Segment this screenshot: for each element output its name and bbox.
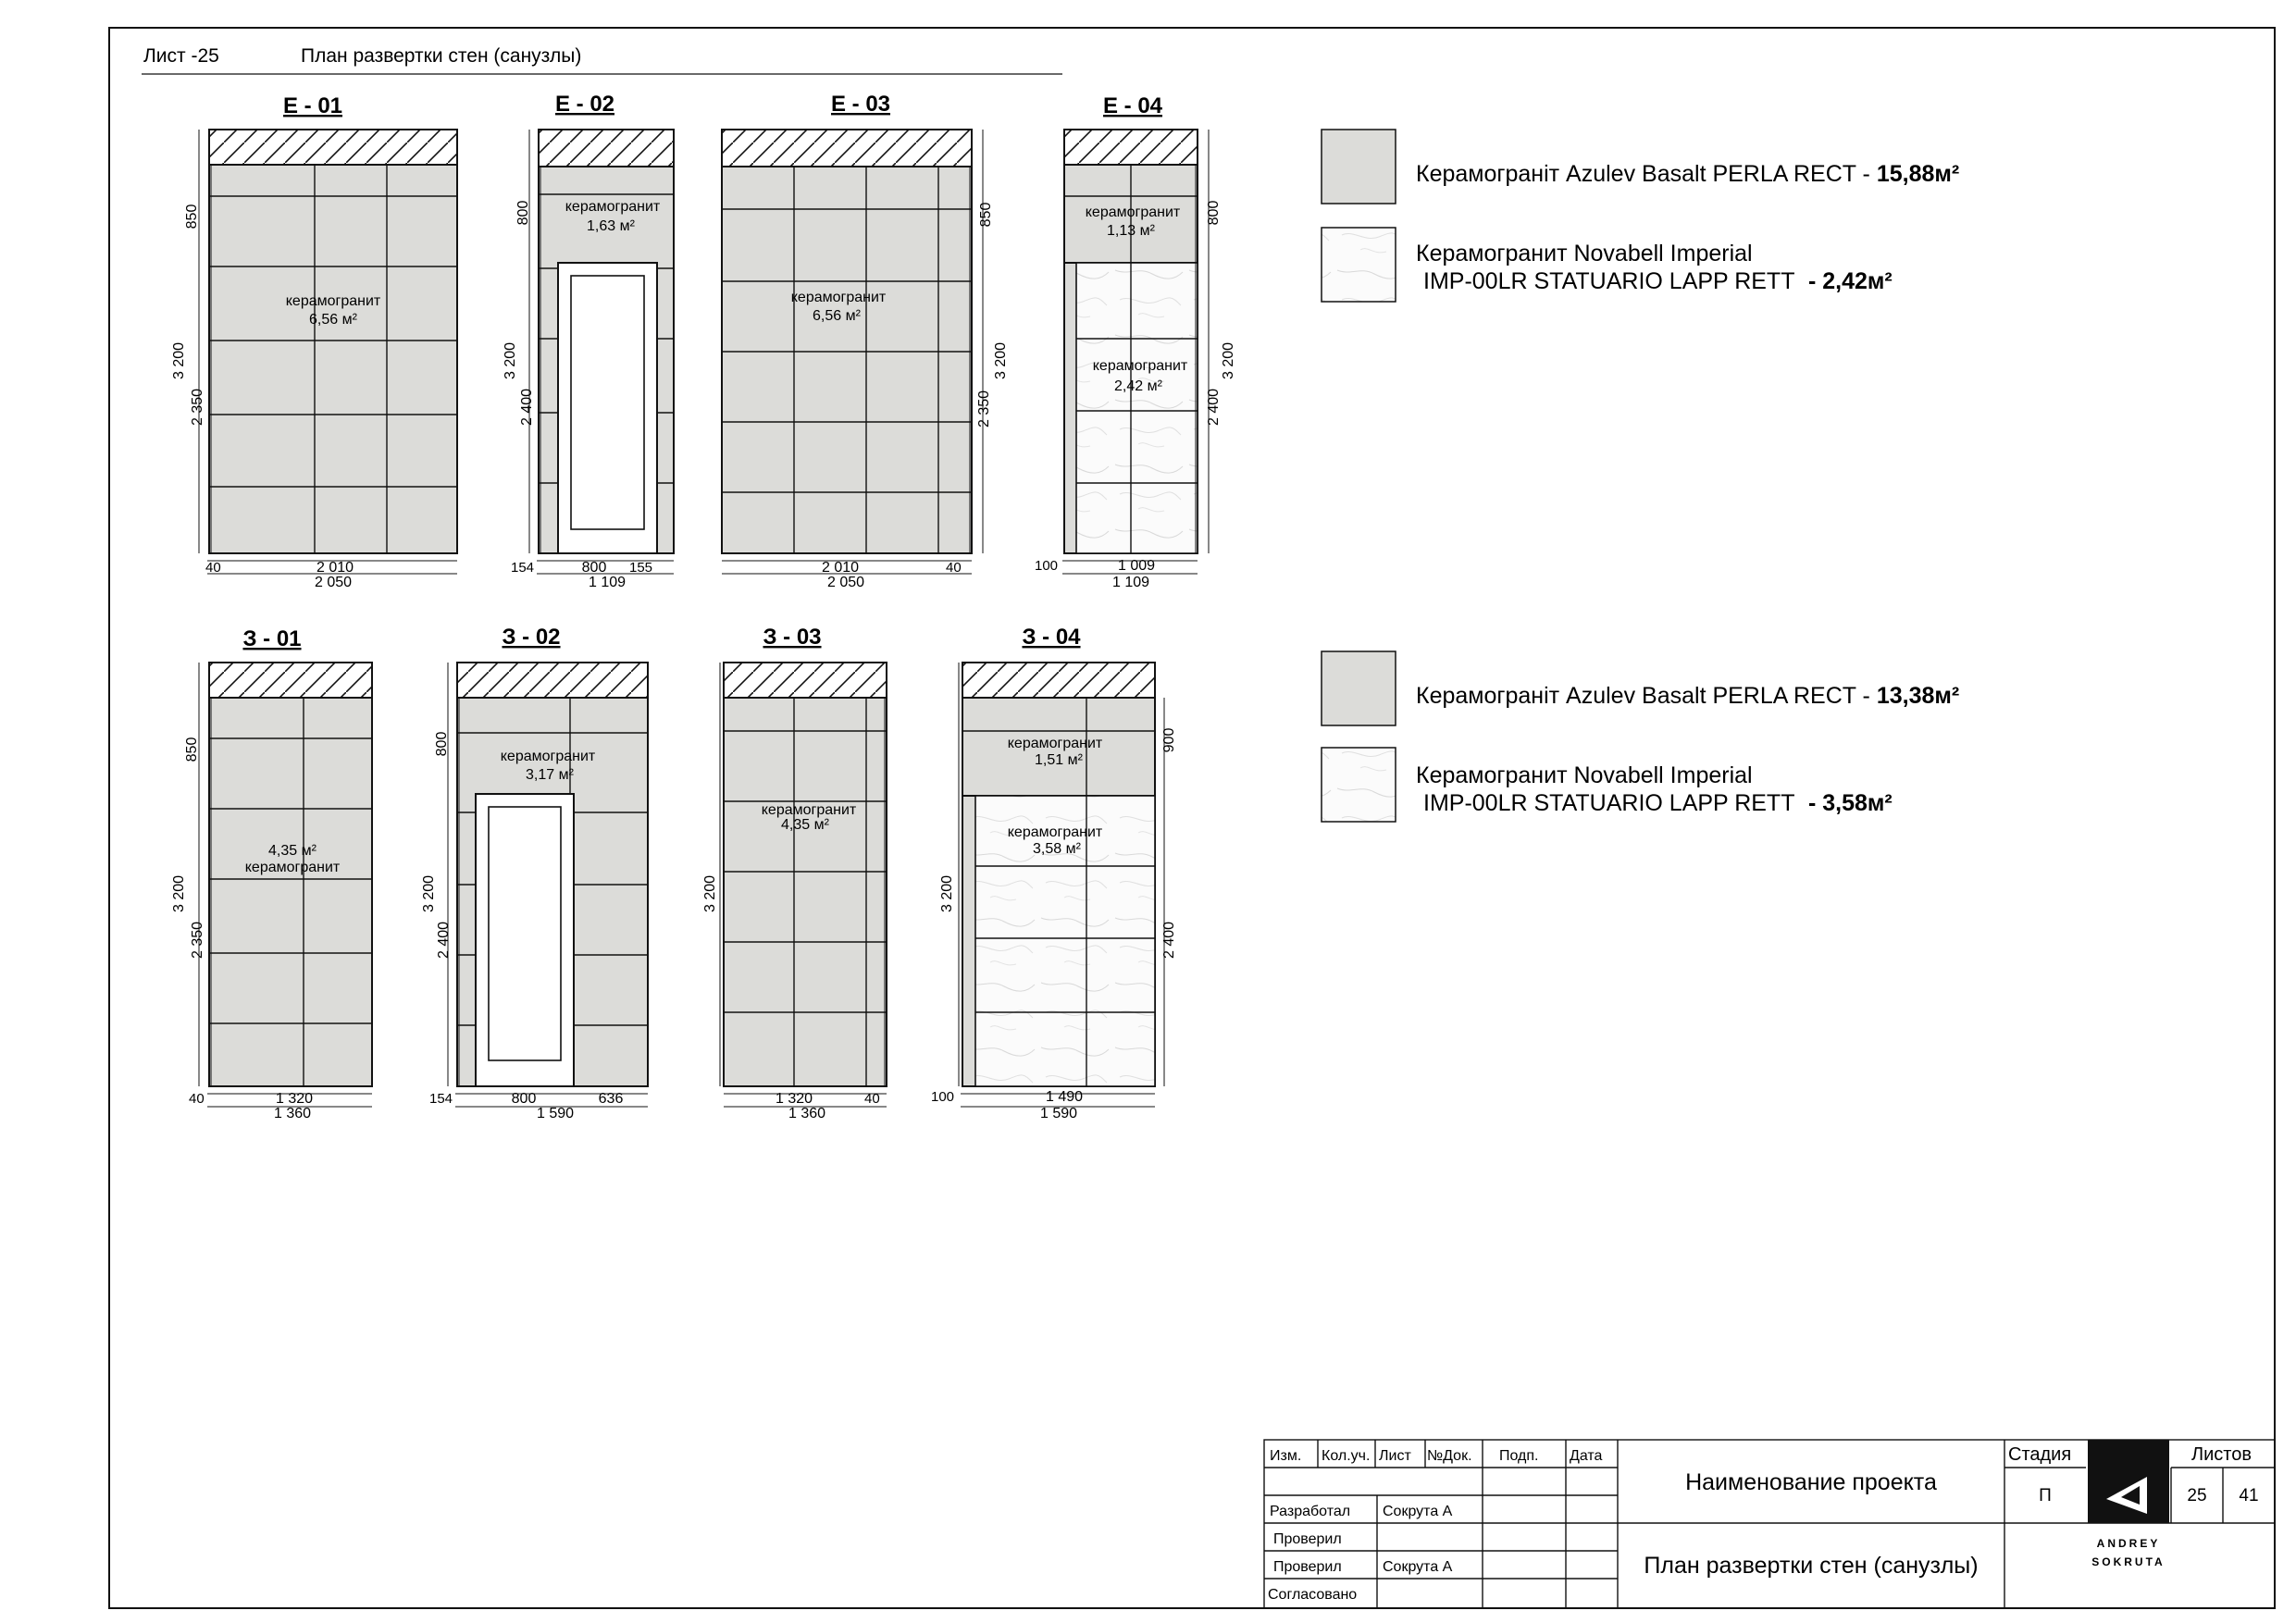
dim-total-height: 3 200	[939, 874, 955, 913]
legend-text: Керамограніт Azulev Basalt PERLA RECT -	[1416, 161, 1877, 187]
tile-name: керамогранит	[500, 749, 596, 764]
dim-right: 636	[598, 1091, 624, 1107]
elevation-z01	[171, 626, 372, 1121]
ceiling-hatch	[1064, 130, 1198, 165]
tile-name: керамогранит	[285, 293, 381, 309]
legend-value: 15,88м²	[1876, 161, 1960, 187]
dim-left: 40	[189, 1091, 205, 1107]
ceiling-hatch	[457, 663, 648, 698]
swatch-statuario	[1322, 228, 1396, 302]
dim-inner-width: 2 010	[821, 560, 860, 576]
dim-inner-width: 1 009	[1117, 558, 1156, 574]
swatch-basalt-perla	[1322, 130, 1396, 204]
tb-name-developer: Сокрута А	[1383, 1504, 1453, 1519]
tile-top-area: 1,13 м²	[1107, 223, 1155, 239]
dim-right: 40	[864, 1091, 880, 1107]
ceiling-hatch	[722, 130, 972, 167]
tile-top-area: 1,51 м²	[1035, 752, 1083, 768]
elevation-label: З - 01	[242, 626, 302, 651]
tile-area-marble	[1076, 263, 1198, 553]
elevation-z04	[931, 625, 1177, 1121]
elevation-e01	[171, 93, 457, 590]
dim-right: 40	[946, 560, 962, 576]
dim-total-width: 1 590	[1039, 1106, 1078, 1121]
dim-total-width: 1 590	[536, 1106, 575, 1121]
legend-statuario-line2: IMP-00LR STATUARIO LAPP RETT	[1423, 790, 1795, 816]
elevation-label: З - 02	[502, 625, 561, 650]
dim-total-width: 2 050	[826, 575, 865, 590]
tb-name-checked-2: Сокрута А	[1383, 1559, 1453, 1575]
tile-name: керамогранит	[790, 290, 887, 305]
legend-statuario-value: - 3,58м²	[1808, 790, 1893, 816]
tile-bottom-name: керамогранит	[1092, 358, 1188, 374]
tile-area-value: 6,56 м²	[813, 308, 861, 324]
tile-area	[209, 165, 457, 553]
tile-bottom-name: керамогранит	[1007, 824, 1103, 840]
dim-total-width: 1 109	[1111, 575, 1150, 590]
elevation-label: Е - 04	[1102, 93, 1163, 118]
tile-area	[722, 167, 972, 553]
elevation-label: З - 04	[1022, 625, 1081, 650]
material-legend-group-1	[1322, 130, 1959, 302]
elevation-e02	[503, 92, 674, 590]
dim-bottom: 2 350	[190, 388, 205, 427]
elevation-z03	[702, 625, 887, 1121]
elevation-label: Е - 01	[282, 93, 343, 118]
tile-area-value: 4,35 м²	[268, 843, 316, 859]
sheet-title: План развертки стен (санузлы)	[301, 45, 582, 67]
tile-top-name: керамогранит	[1007, 736, 1103, 751]
tb-drawing-name: План развертки стен (санузлы)	[1644, 1553, 1979, 1579]
elevation-label: Е - 02	[554, 92, 615, 117]
tile-area-value: 6,56 м²	[309, 312, 357, 328]
dim-left: 40	[205, 560, 221, 576]
legend-item-basalt	[1416, 683, 1959, 709]
dim-inner-width: 1 490	[1045, 1089, 1084, 1105]
dim-bottom: 2 400	[519, 388, 535, 427]
dim-bottom: 2 400	[436, 921, 452, 960]
tile-area-value: 4,35 м²	[781, 817, 829, 833]
swatch-basalt-perla	[1322, 651, 1396, 725]
legend-statuario-value: - 2,42м²	[1808, 268, 1893, 294]
tb-project-name: Наименование проекта	[1685, 1469, 1937, 1495]
tb-role-approved: Согласовано	[1268, 1587, 1358, 1603]
dim-total-height: 3 200	[702, 874, 718, 913]
tb-role-checked-2: Проверил	[1273, 1559, 1342, 1575]
tb-sheets-label: Листов	[2191, 1444, 2252, 1465]
ceiling-hatch	[724, 663, 887, 698]
dim-left: 154	[511, 560, 535, 576]
dim-top: 800	[434, 731, 450, 757]
tile-area	[209, 698, 372, 1086]
tb-header-kolvo: Кол.уч.	[1322, 1448, 1371, 1464]
elevation-label: З - 03	[763, 625, 822, 650]
dim-inner-width: 1 320	[275, 1091, 314, 1107]
ceiling-hatch	[539, 130, 674, 167]
dim-top: 850	[184, 737, 200, 762]
dim-total-height: 3 200	[171, 341, 187, 380]
door-panel	[489, 807, 561, 1060]
dim-bottom: 2 400	[1161, 921, 1177, 960]
legend-statuario-line1: Керамогранит Novabell Imperial	[1416, 762, 1753, 788]
dim-bottom: 2 350	[190, 921, 205, 960]
swatch-statuario	[1322, 748, 1396, 822]
ceiling-hatch	[209, 130, 457, 165]
tb-header-podp: Подп.	[1499, 1448, 1539, 1464]
dim-total-height: 3 200	[171, 874, 187, 913]
dim-top: 900	[1161, 727, 1177, 753]
tile-top-name: керамогранит	[1085, 204, 1181, 220]
ceiling-hatch	[209, 663, 372, 698]
tb-header-ndok: №Док.	[1427, 1448, 1472, 1464]
dim-bottom: 2 400	[1206, 388, 1222, 427]
dim-left: 154	[429, 1091, 453, 1107]
tb-sheet-value: 25	[2187, 1486, 2207, 1505]
logo-mark	[2088, 1440, 2169, 1523]
legend-item-basalt	[1416, 161, 1959, 187]
tile-name: керамогранит	[565, 199, 661, 215]
tile-name: керамогранит	[244, 860, 341, 875]
tile-bottom-area: 2,42 м²	[1114, 378, 1162, 394]
dim-left: 100	[931, 1089, 955, 1105]
logo-line2: SOKRUTA	[2091, 1555, 2166, 1568]
dim-door: 800	[511, 1091, 537, 1107]
dim-inner-width: 1 320	[775, 1091, 813, 1107]
dim-bottom: 2 350	[976, 390, 992, 428]
legend-value: 13,38м²	[1876, 683, 1960, 709]
tb-role-checked: Проверил	[1273, 1531, 1342, 1547]
dim-total-height: 3 200	[993, 341, 1009, 380]
company-logo	[2088, 1440, 2169, 1568]
dim-total-height: 3 200	[421, 874, 437, 913]
sheet-number: Лист -25	[143, 45, 219, 67]
elevation-z02	[421, 625, 648, 1121]
tile-name: керамогранит	[761, 802, 857, 818]
dim-total-width: 1 360	[273, 1106, 312, 1121]
legend-statuario-line1: Керамогранит Novabell Imperial	[1416, 241, 1753, 266]
tb-stage-value: П	[2039, 1486, 2052, 1505]
legend-statuario-line2: IMP-00LR STATUARIO LAPP RETT	[1423, 268, 1795, 294]
dim-top: 800	[1206, 200, 1222, 226]
dim-inner-width: 2 010	[316, 560, 354, 576]
tb-role-developer: Разработал	[1270, 1504, 1351, 1519]
tb-sheets-value: 41	[2239, 1486, 2259, 1505]
dim-top: 800	[515, 200, 531, 226]
tb-header-list: Лист	[1379, 1448, 1411, 1464]
elevation-label: Е - 03	[830, 92, 891, 117]
dim-left: 100	[1035, 558, 1059, 574]
tb-header-data: Дата	[1570, 1448, 1603, 1464]
dim-door: 800	[581, 560, 607, 576]
tile-area-value: 1,63 м²	[587, 218, 635, 234]
dim-total-width: 2 050	[314, 575, 353, 590]
door-panel	[571, 276, 644, 529]
tb-header-izm: Изм.	[1270, 1448, 1302, 1464]
dim-total-width: 1 109	[588, 575, 627, 590]
dim-total-height: 3 200	[503, 341, 518, 380]
elevation-e04	[1035, 93, 1236, 590]
tb-stage-label: Стадия	[2008, 1444, 2072, 1465]
dim-total-width: 1 360	[788, 1106, 826, 1121]
dim-right: 155	[629, 560, 653, 576]
dim-top: 850	[184, 204, 200, 229]
ceiling-hatch	[962, 663, 1155, 698]
legend-text: Керамограніт Azulev Basalt PERLA RECT -	[1416, 683, 1877, 709]
tile-area	[724, 698, 887, 1086]
tile-area-value: 3,17 м²	[526, 767, 574, 783]
logo-line1: ANDREY	[2096, 1537, 2161, 1550]
tile-bottom-area: 3,58 м²	[1033, 841, 1081, 857]
dim-total-height: 3 200	[1221, 341, 1236, 380]
material-legend-group-2	[1322, 651, 1959, 822]
elevation-e03	[722, 92, 1009, 590]
dim-top: 850	[978, 202, 994, 228]
